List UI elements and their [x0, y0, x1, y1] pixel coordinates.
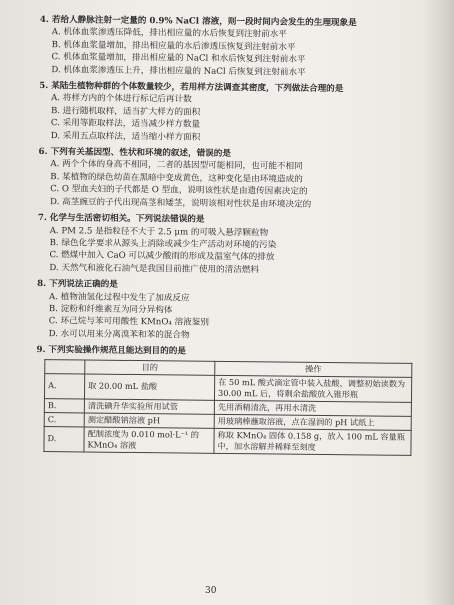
option-c: C. 环己烷与苯可用酸性 KMnO₄ 溶液鉴别: [48, 316, 209, 329]
row-label: C.: [44, 412, 84, 426]
option-d: D. 天然气和液化石油气是我国目前推广使用的清洁燃料: [49, 262, 260, 276]
question-stem: 7. 化学与生活密切相关。下列说法错误的是: [37, 213, 205, 225]
option-b: B. 机体血浆量增加，排出相应量的水后渗透压恢复到注射前水平: [51, 39, 296, 53]
question-stem: 4. 若给人静脉注射一定量的 0.9% NaCl 溶液，则一段时间内会发生的生理现象是: [39, 14, 357, 29]
row-operation: 称取 KMnO₄ 固体 0.158 g，放入 100 mL 容量瓶中，加水溶解并稀释至刻度: [214, 428, 411, 455]
table-row: [44, 426, 411, 455]
option-a: A. 机体血浆渗透压降低，排出相应量的水后恢复到注射前水平: [51, 27, 287, 40]
option-a: A. 植物油氢化过程中发生了加成反应: [48, 291, 190, 304]
row-purpose: 测定醋酸钠溶液 pH: [84, 413, 214, 428]
row-label: D.: [44, 426, 84, 451]
option-b: B. 淀粉和纤维素互为同分异构体: [48, 304, 173, 316]
option-d: D. 高茎豌豆的子代出现高茎和矮茎，说明该相对性状是由环境决定的: [49, 196, 312, 210]
question-stem: 8. 下列说法正确的是: [37, 279, 118, 290]
option-c: C. 采用等距取样法，适当减少样方数量: [50, 118, 201, 130]
question-7: [37, 212, 418, 278]
option-d: D. 水可以用来分离溴苯和苯的混合物: [48, 328, 190, 341]
option-b: B. 某植物的绿色幼苗在黑暗中变成黄色，这种变化是由环境造成的: [50, 171, 303, 185]
table-header: 操作: [215, 361, 412, 377]
row-operation: 用玻璃棒蘸取溶液，点在湿润的 pH 试纸上: [214, 414, 411, 430]
page-content: [35, 14, 420, 456]
question-9: [35, 344, 416, 455]
question-6: [38, 146, 419, 212]
option-a: A. 将样方内的个体进行标记后再计数: [51, 93, 192, 106]
row-label: B.: [44, 398, 84, 412]
row-purpose: 取 20.00 mL 盐酸: [84, 374, 214, 400]
table-row: [44, 373, 411, 402]
option-c: C. 机体血浆量增加，排出相应量的 NaCl 和水后恢复到注射前水平: [51, 52, 306, 66]
question-8: [37, 278, 418, 344]
question-4: [39, 14, 420, 80]
question-stem: 9. 下列实验操作规范且能达到目的的是: [36, 345, 186, 357]
option-d: D. 采用五点取样法，适当缩小样方面积: [50, 130, 201, 143]
option-a: A. PM 2.5 是指粒径不大于 2.5 μm 的可吸入悬浮颗粒物: [49, 225, 269, 238]
option-c: C. 燃煤中加入 CaO 可以减少酸雨的形成及温室气体的排放: [49, 250, 275, 263]
page-edge-shadow: [424, 0, 454, 605]
row-label: A.: [44, 373, 84, 398]
option-b: B. 绿色化学要求从源头上消除或减少生产活动对环境的污染: [49, 238, 277, 251]
option-d: D. 机体血浆渗透压上升，排出相应量的 NaCl 后恢复到注射前水平: [51, 64, 306, 78]
experiment-table: [43, 359, 412, 456]
table-header: 目的: [85, 360, 215, 375]
table-header: [45, 359, 85, 373]
question-stem: 5. 某陆生植物种群的个体数量较少，若用样方法调查其密度，下列做法合理的是: [39, 81, 344, 95]
page-number: 30: [205, 586, 217, 596]
question-5: [39, 80, 420, 146]
option-c: C. O 型血夫妇的子代都是 O 型血，说明该性状是由遗传因素决定的: [50, 184, 308, 198]
row-purpose: 清洗碘升华实验所用试管: [84, 399, 214, 414]
row-purpose: 配制浓度为 0.010 mol·L⁻¹ 的 KMnO₄ 溶液: [84, 427, 214, 453]
option-a: A. 两个个体的身高不相同，二者的基因型可能相同，也可能不相同: [50, 159, 303, 173]
row-operation: 先用酒精清洗，再用水清洗: [214, 400, 411, 416]
option-b: B. 进行随机取样，适当扩大样方的面积: [50, 105, 201, 118]
row-operation: 在 50 mL 酸式滴定管中装入盐酸，调整初始读数为 30.00 mL 后，将剩余盐酸放入锥形瓶: [214, 375, 411, 402]
question-stem: 6. 下列有关基因型、性状和环境的叙述，错误的是: [38, 147, 232, 160]
